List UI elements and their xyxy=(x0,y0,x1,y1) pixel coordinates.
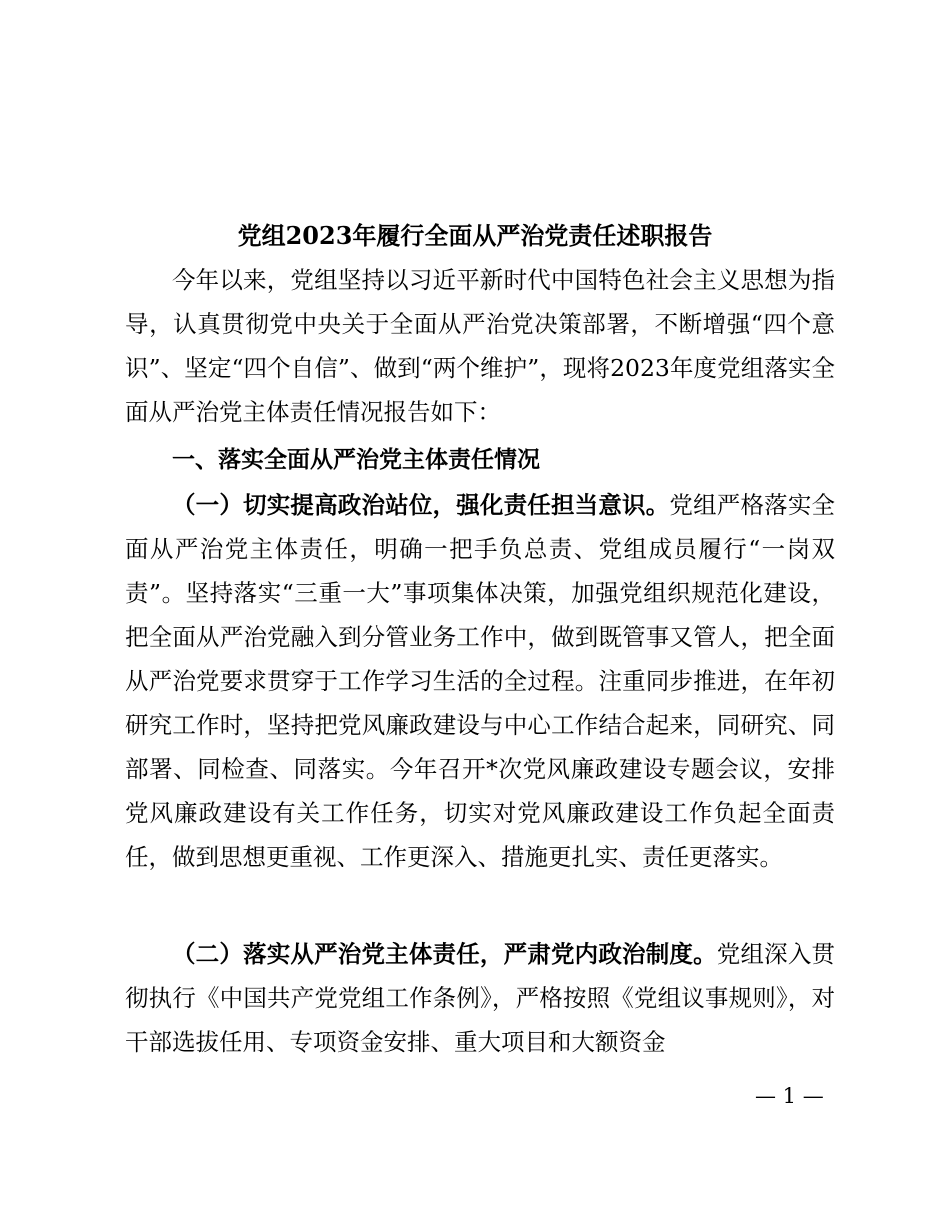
paragraph-1-lead: （一）切实提高政治站位，强化责任担当意识。 xyxy=(172,491,670,519)
section-heading: 一、落实全面从严治党主体责任情况 xyxy=(172,447,540,473)
document-title: 党组2023年履行全面从严治党责任述职报告 xyxy=(237,221,713,250)
paragraph-1 xyxy=(125,483,835,879)
paragraph-1-body: 党组严格落实全面从严治党主体责任，明确一把手负总责、党组成员履行“一岗双责”。坚持落实“三重一大”事项集体决策，加强党组织规范化建设，把全面从严治党融入到分管业务工作中，做到既管事又管人，把全面从严治党要求贯穿于工作学习生活的全过程。注重同步推进，在年初研究工作时，坚持把党风廉政建设与中心工作结合起来，同研究、同部署、同检查、同落实。今年召开*次党风廉政建设专题会议，安排党风廉政建设有关工作任务，切实对党风廉政建设工作负起全面责任，做到思想更重视、工作更深入、措施更扎实、责任更落实。 xyxy=(125,491,836,871)
paragraph-2 xyxy=(125,932,835,1064)
intro-paragraph: 今年以来，党组坚持以习近平新时代中国特色社会主义思想为指导，认真贯彻党中央关于全面从严治党决策部署，不断增强“四个意识”、坚定“四个自信”、做到“两个维护”，现将2023年度党组落实全面从严治党主体责任情况报告如下： xyxy=(125,266,835,426)
paragraph-2-body: 党组深入贯彻执行《中国共产党党组工作条例》，严格按照《党组议事规则》，对干部选拔任用、专项资金安排、重大项目和大额资金 xyxy=(125,940,836,1056)
page-number: — 1 — xyxy=(755,1084,824,1108)
paragraph-2-lead: （二）落实从严治党主体责任，严肃党内政治制度。 xyxy=(172,940,717,968)
